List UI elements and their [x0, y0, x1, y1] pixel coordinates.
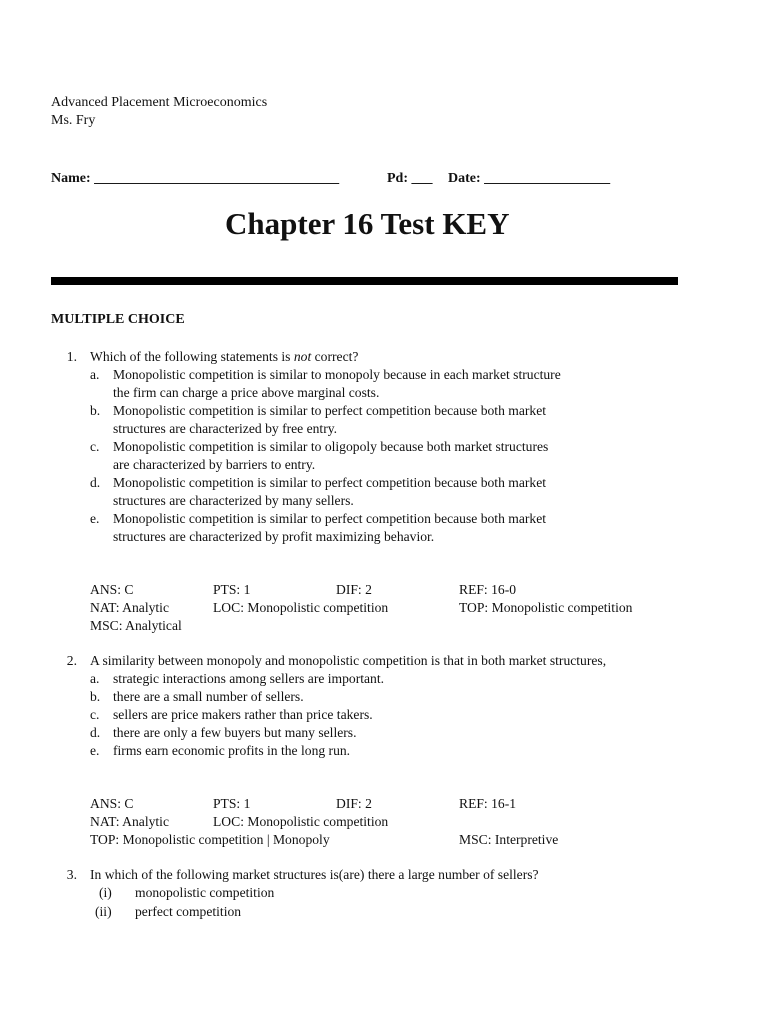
msc-tag: MSC: Interpretive	[459, 832, 559, 847]
teacher-name: Ms. Fry	[51, 113, 96, 128]
reference: REF: 16-0	[459, 582, 517, 597]
option-text-cont: structures are characterized by free entry.	[113, 421, 338, 436]
msc-tag: MSC: Analytical	[90, 618, 182, 633]
option-text: perfect competition	[135, 904, 242, 919]
date-field-line: Date: __________________	[448, 171, 611, 186]
nat-tag: NAT: Analytic	[90, 600, 169, 615]
period-field-line: Pd: ___	[387, 171, 433, 186]
option-text: Monopolistic competition is similar to perfect competition because both market	[113, 511, 547, 526]
option-numeral: (ii)	[95, 904, 112, 919]
question-stem: In which of the following market structures is(are) there a large number of sellers?	[90, 867, 539, 882]
page-title: Chapter 16 Test KEY	[225, 206, 510, 241]
option-text: firms earn economic profits in the long run.	[113, 743, 351, 758]
question-stem: Which of the following statements is not correct?	[90, 349, 359, 364]
question-number: 1.	[66, 349, 77, 364]
option-letter: b.	[90, 403, 101, 418]
points: PTS: 1	[213, 582, 251, 597]
option-text: Monopolistic competition is similar to monopoly because in each market structure	[113, 367, 561, 382]
question-number: 3.	[66, 867, 77, 882]
option-text: strategic interactions among sellers are important.	[113, 671, 385, 686]
option-letter: d.	[90, 725, 101, 740]
section-heading: MULTIPLE CHOICE	[51, 312, 185, 327]
difficulty: DIF: 2	[336, 796, 372, 811]
name-field-line: Name: ___________________________________	[51, 171, 340, 186]
option-text: Monopolistic competition is similar to perfect competition because both market	[113, 475, 547, 490]
option-text: there are a small number of sellers.	[113, 689, 304, 704]
title-rule	[51, 277, 678, 285]
option-text-cont: are characterized by barriers to entry.	[113, 457, 316, 472]
option-text: sellers are price makers rather than price takers.	[113, 707, 373, 722]
answer-key: ANS: C	[90, 796, 134, 811]
points: PTS: 1	[213, 796, 251, 811]
loc-tag: LOC: Monopolistic competition	[213, 600, 389, 615]
option-text-cont: structures are characterized by profit maximizing behavior.	[113, 529, 435, 544]
option-numeral: (i)	[99, 885, 112, 900]
nat-tag: NAT: Analytic	[90, 814, 169, 829]
option-letter: b.	[90, 689, 101, 704]
option-letter: c.	[90, 439, 100, 454]
option-letter: e.	[90, 511, 100, 526]
option-letter: d.	[90, 475, 101, 490]
option-text-cont: the firm can charge a price above marginal costs.	[113, 385, 380, 400]
reference: REF: 16-1	[459, 796, 517, 811]
option-text: Monopolistic competition is similar to perfect competition because both market	[113, 403, 547, 418]
top-tag: TOP: Monopolistic competition | Monopoly	[90, 832, 330, 847]
top-tag: TOP: Monopolistic competition	[459, 600, 633, 615]
loc-tag: LOC: Monopolistic competition	[213, 814, 389, 829]
option-text: monopolistic competition	[135, 885, 275, 900]
option-letter: c.	[90, 707, 100, 722]
difficulty: DIF: 2	[336, 582, 372, 597]
option-letter: e.	[90, 743, 100, 758]
question-stem: A similarity between monopoly and monopolistic competition is that in both market structures,	[90, 653, 607, 668]
option-text: there are only a few buyers but many sellers.	[113, 725, 357, 740]
question-number: 2.	[66, 653, 77, 668]
answer-key: ANS: C	[90, 582, 134, 597]
option-text: Monopolistic competition is similar to oligopoly because both market structures	[113, 439, 549, 454]
course-name: Advanced Placement Microeconomics	[51, 95, 268, 110]
option-text-cont: structures are characterized by many sellers.	[113, 493, 354, 508]
option-letter: a.	[90, 671, 100, 686]
option-letter: a.	[90, 367, 100, 382]
